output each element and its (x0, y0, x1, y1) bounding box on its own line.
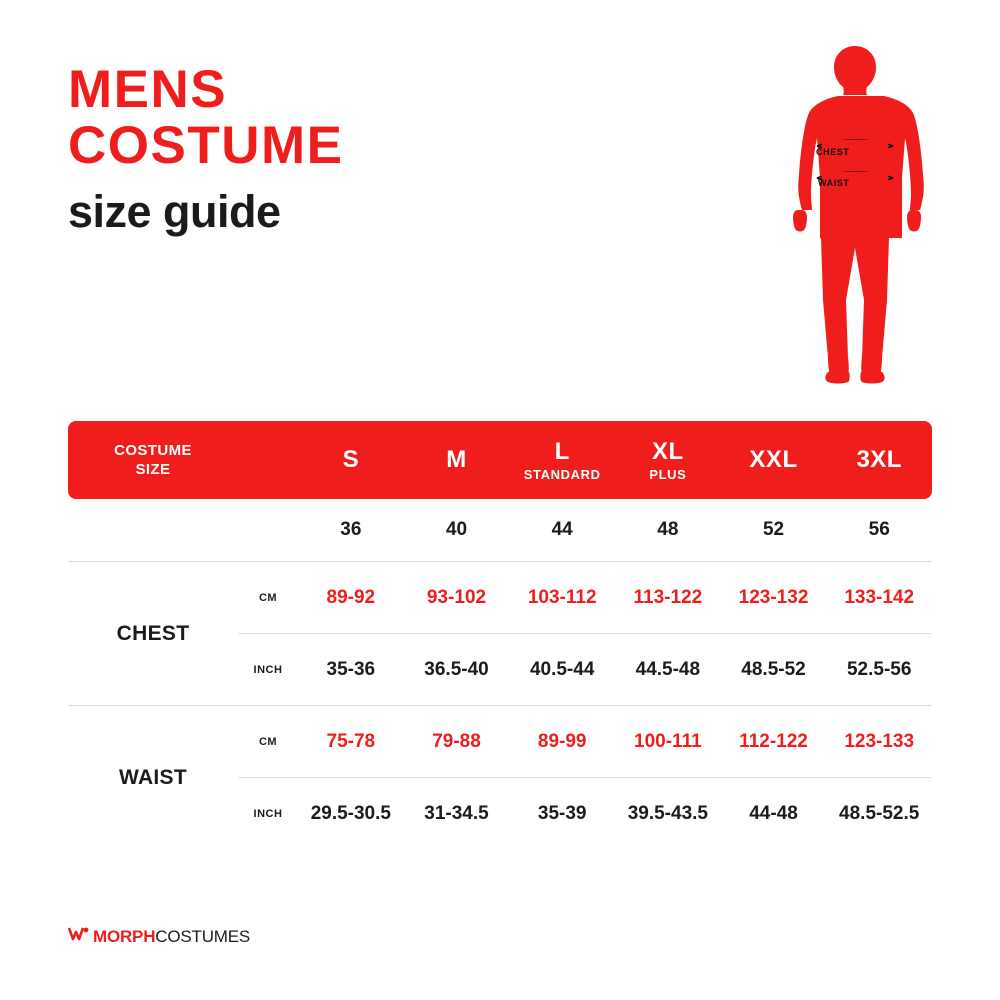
chest-cm-l: 103-112 (527, 586, 597, 608)
group-rows-waist (238, 706, 932, 849)
waist-inch-l: 35-39 (537, 802, 587, 824)
group-label-waist: WAIST (119, 765, 187, 789)
waist-cm-3xl: 123-133 (844, 730, 915, 752)
brand-logo (68, 925, 250, 948)
waist-cm-s: 75-78 (326, 730, 376, 752)
title-line-1: MENS (68, 60, 228, 119)
measurement-group-chest (68, 562, 932, 705)
numeric-size-xxl: 52 (762, 519, 785, 540)
chest-inch-3xl: 52.5-56 (846, 658, 912, 680)
waist-cm-l: 89-99 (537, 730, 587, 752)
group-rows-chest (238, 562, 932, 705)
size-label-xxl: XXL (749, 445, 798, 473)
table-row-chest-cm (238, 562, 932, 633)
waist-measure-label: WAIST (818, 178, 850, 188)
table-row-waist-inch (238, 778, 932, 849)
group-label-chest: CHEST (116, 621, 190, 645)
chest-inch-xl: 44.5-48 (635, 658, 701, 680)
male-silhouette-icon (760, 42, 950, 387)
unit-label-cm-waist: CM (258, 735, 278, 748)
page-subtitle: size guide (68, 186, 281, 237)
chest-inch-xxl: 48.5-52 (741, 658, 806, 680)
size-label-3xl: 3XL (856, 445, 902, 473)
numeric-size-m: 40 (445, 519, 468, 540)
waist-cm-xl: 100-111 (634, 730, 702, 752)
brand-name-part2: COSTUMES (155, 926, 251, 946)
size-label-s: S (342, 445, 360, 473)
brand-name-part1: MORPH (93, 926, 156, 946)
measurement-group-waist (68, 706, 932, 849)
numeric-size-xl: 48 (657, 519, 679, 540)
unit-label-inch-waist: INCH (253, 807, 283, 820)
waist-inch-xl: 39.5-43.5 (627, 802, 708, 824)
table-row-chest-inch (238, 634, 932, 705)
chest-cm-s: 89-92 (326, 586, 376, 608)
page-title (68, 62, 344, 238)
unit-label-cm-chest: CM (258, 591, 278, 604)
table-row-waist-cm (238, 706, 932, 777)
size-column-m (404, 446, 510, 475)
size-table (68, 421, 932, 849)
size-label-l: L (554, 438, 570, 465)
table-header-row (68, 421, 932, 499)
size-column-xl (615, 438, 721, 482)
waist-cm-xxl: 112-122 (739, 730, 808, 752)
size-sub-l: STANDARD (523, 467, 601, 482)
morph-mark-icon (68, 925, 90, 948)
waist-cm-m: 79-88 (432, 730, 481, 752)
size-column-s (298, 446, 404, 475)
table-header-label (68, 441, 238, 479)
size-sub-xl: PLUS (649, 467, 687, 482)
size-column-xxl (721, 446, 827, 475)
numeric-size-3xl: 56 (868, 519, 890, 540)
numeric-size-l: 44 (551, 519, 573, 540)
chest-inch-l: 40.5-44 (529, 658, 595, 680)
table-header-label-line2: SIZE (135, 461, 171, 478)
size-label-m: M (446, 445, 467, 473)
numeric-size-row (68, 499, 932, 561)
size-column-3xl (826, 446, 932, 475)
numeric-size-s: 36 (340, 519, 362, 540)
chest-inch-s: 35-36 (326, 658, 376, 680)
body-figure (760, 42, 950, 387)
unit-label-inch-chest: INCH (253, 663, 283, 676)
waist-inch-xxl: 44-48 (749, 802, 798, 824)
brand-name (93, 927, 250, 947)
size-label-xl: XL (652, 438, 684, 465)
waist-inch-3xl: 48.5-52.5 (839, 802, 920, 824)
size-column-l (509, 438, 615, 482)
chest-cm-3xl: 133-142 (844, 586, 915, 608)
chest-cm-xxl: 123-132 (738, 586, 809, 608)
chest-measure-label: CHEST (816, 147, 850, 157)
waist-inch-m: 31-34.5 (424, 802, 489, 824)
chest-inch-m: 36.5-40 (424, 658, 489, 680)
chest-cm-m: 93-102 (426, 586, 487, 608)
table-header-label-line1: COSTUME (114, 442, 192, 459)
title-line-2: COSTUME (68, 116, 344, 175)
waist-inch-s: 29.5-30.5 (310, 802, 391, 824)
chest-cm-xl: 113-122 (633, 586, 703, 608)
